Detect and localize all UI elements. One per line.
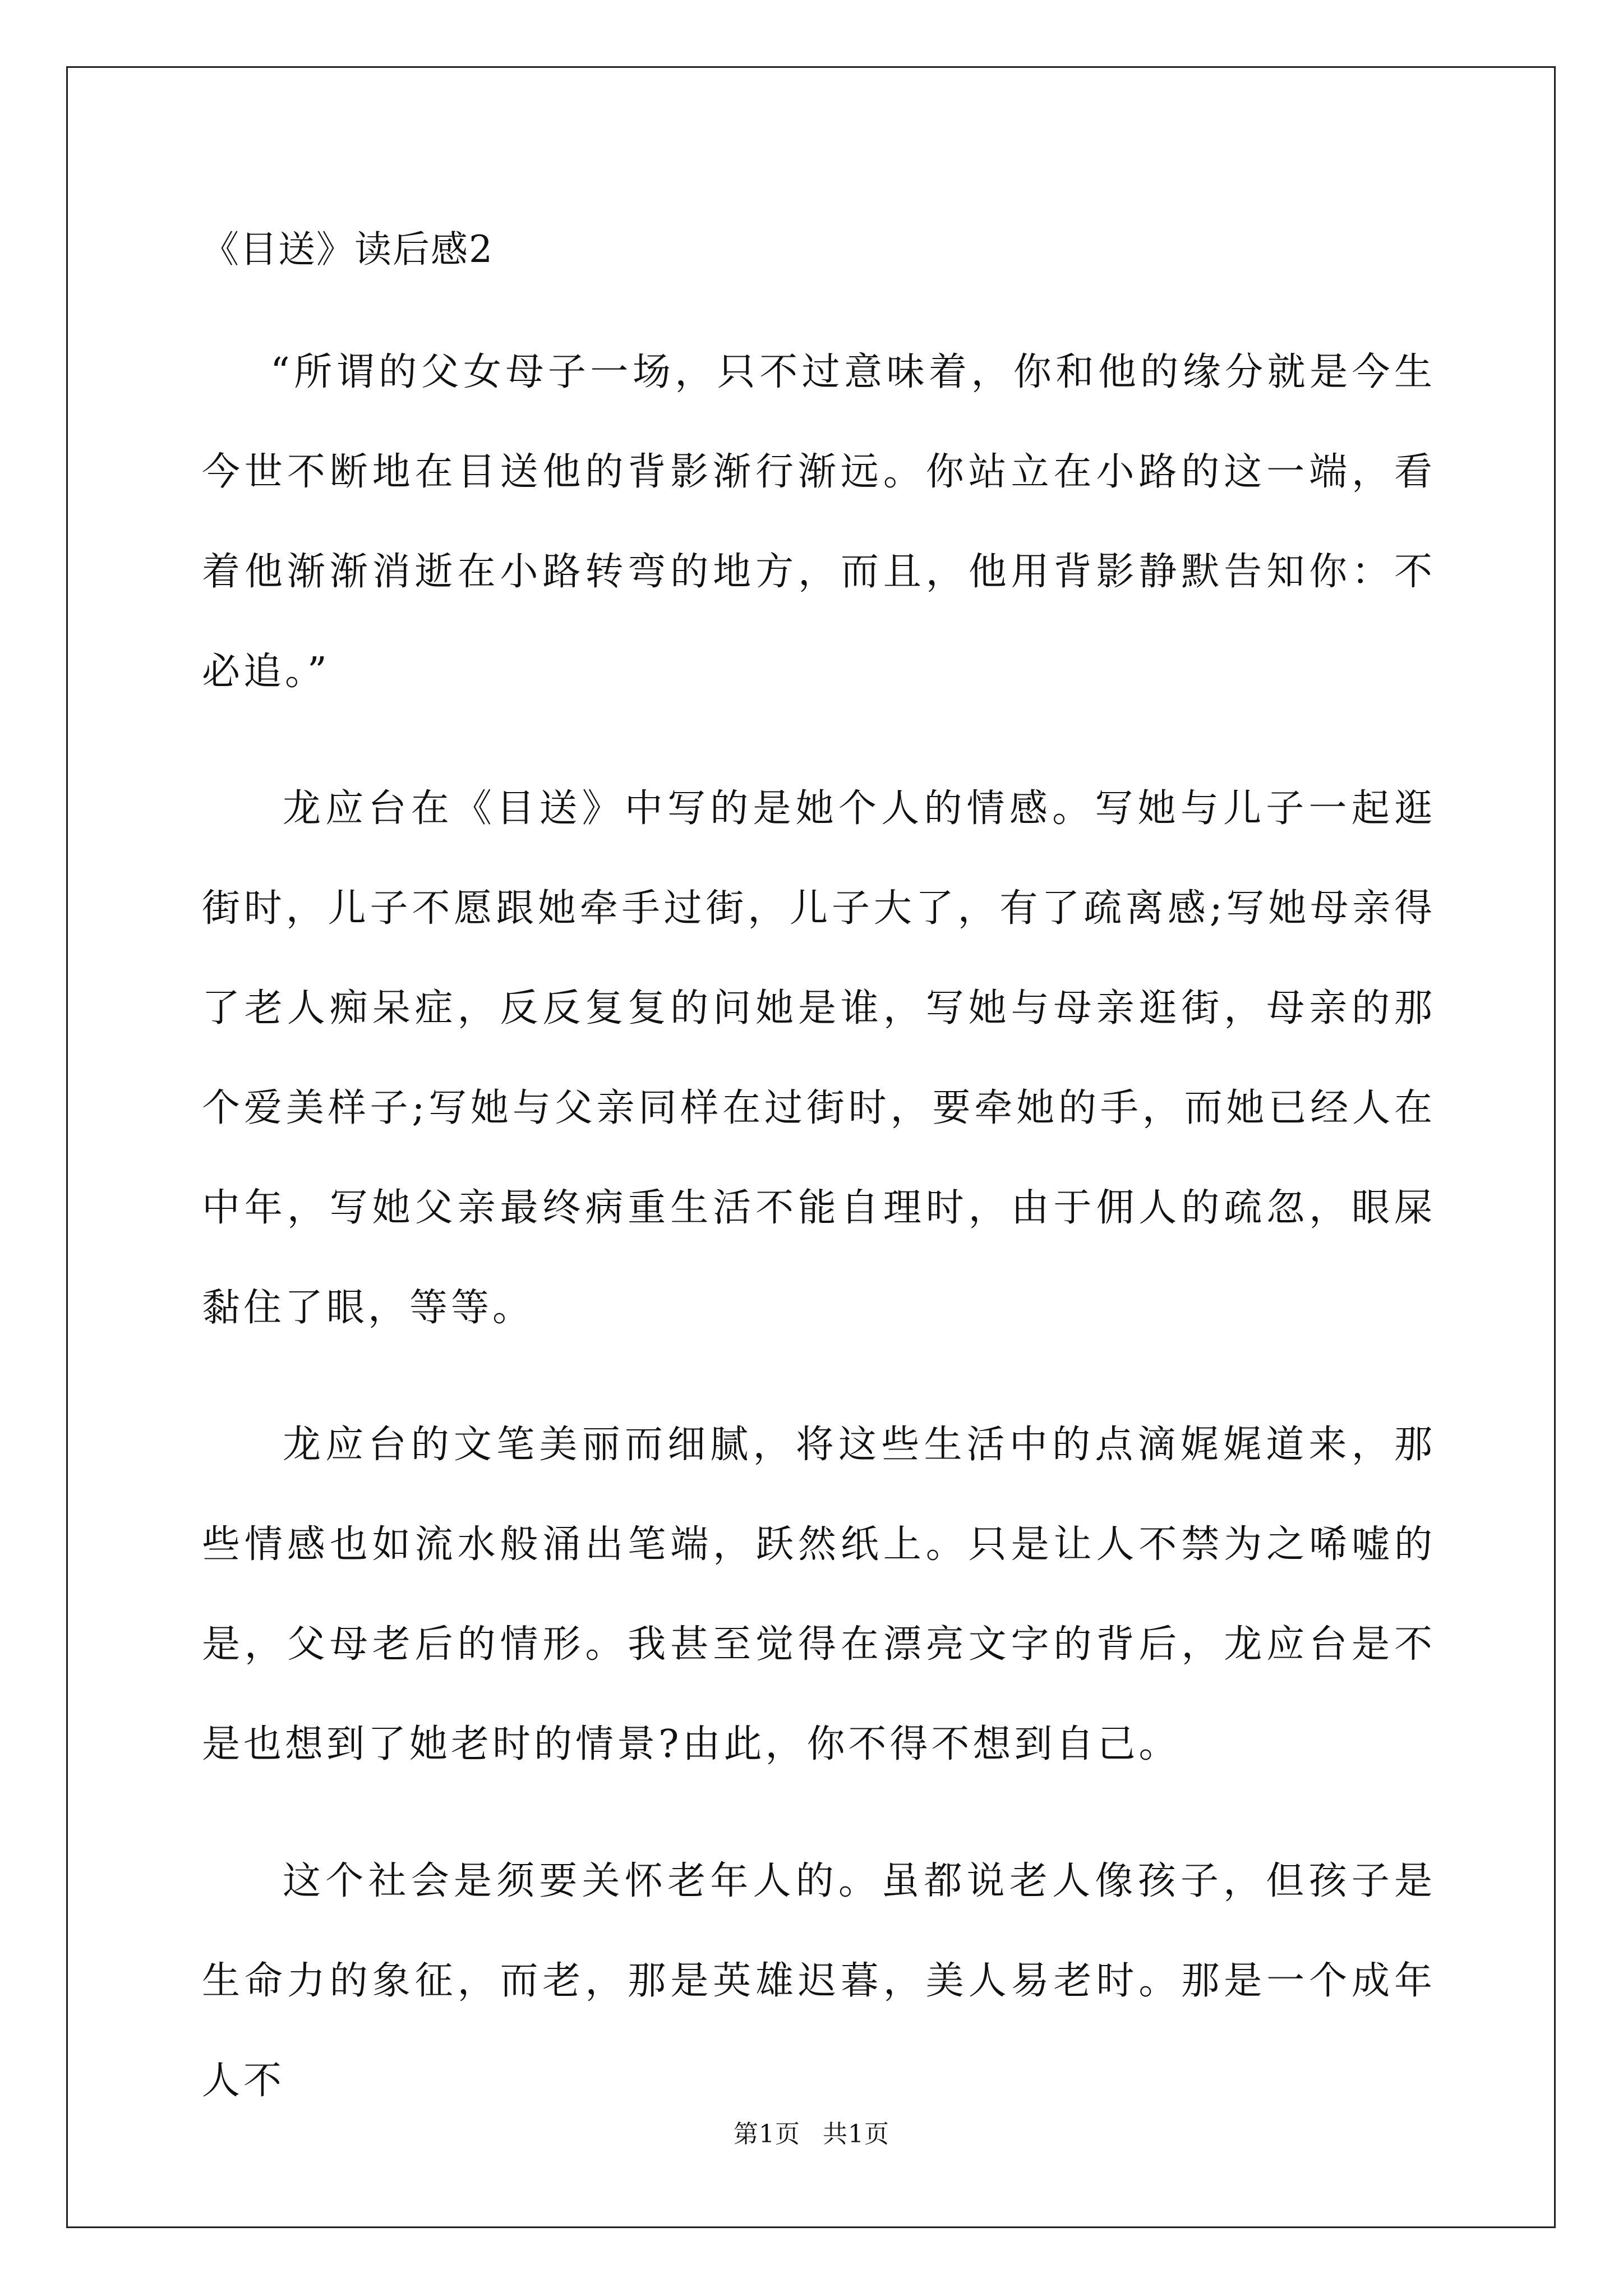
document-title: 《目送》读后感2 <box>202 228 494 271</box>
page-total: 共1页 <box>823 2120 889 2148</box>
paragraph-3: 龙应台的文笔美丽而细腻，将这些生活中的点滴娓娓道来，那些情感也如流水般涌出笔端，跃然纸上。只是让人不禁为之唏嘘的是，父母老后的情形。我甚至觉得在漂亮文字的背后，龙应台是不是也想到了她老时的情景?由此，你不得不想到自己。 <box>202 1423 1436 1766</box>
page-number: 第1页 <box>734 2120 800 2148</box>
paragraph-quote: “所谓的父女母子一场，只不过意味着，你和他的缘分就是今生今世不断地在目送他的背影渐行渐远。你站立在小路的这一端，看着他渐渐消逝在小路转弯的地方，而且，他用背影静默告知你：不必追。” <box>202 350 1436 694</box>
paragraph-4: 这个社会是须要关怀老年人的。虽都说老人像孩子，但孩子是生命力的象征，而老，那是英雄迟暮，美人易老时。那是一个成年人不 <box>202 1859 1436 2103</box>
page-footer <box>0 2118 1623 2151</box>
paragraph-2: 龙应台在《目送》中写的是她个人的情感。写她与儿子一起逛街时，儿子不愿跟她牵手过街，儿子大了，有了疏离感;写她母亲得了老人痴呆症，反反复复的问她是谁，写她与母亲逛街，母亲的那个爱美样子;写她与父亲同样在过街时，要牵她的手，而她已经人在中年，写她父亲最终病重生活不能自理时，由于佣人的疏忽，眼屎黏住了眼，等等。 <box>202 786 1436 1330</box>
document-body <box>202 219 1436 2168</box>
